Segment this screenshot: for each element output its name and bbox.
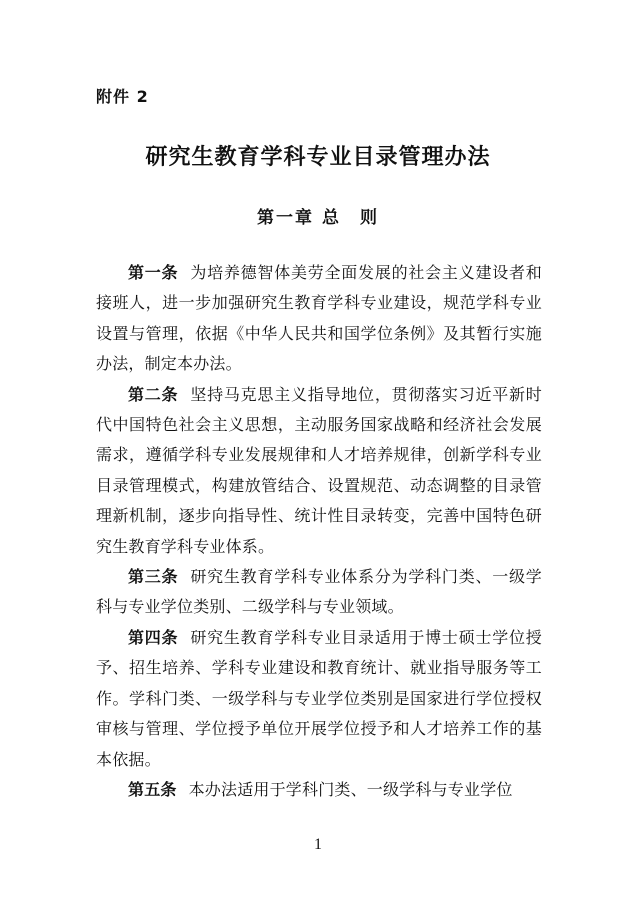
attachment-label: 附件 2 [96,87,149,106]
article-text: 研究生教育学科专业体系分为学科门类、一级学科与专业学位类别、二级学科与专业领域。 [96,567,542,617]
article-label: 第五条 [128,779,177,799]
document-body [96,258,542,805]
document-title: 研究生教育学科专业目录管理办法 [145,145,491,170]
article-paragraph [96,775,542,805]
chapter-heading: 第一章 总 则 [257,208,379,228]
article-text: 本办法适用于学科门类、一级学科与专业学位 [188,779,513,799]
article-paragraph [96,623,542,775]
article-label: 第二条 [128,384,179,404]
article-label: 第三条 [128,567,179,587]
article-label: 第一条 [128,263,179,282]
article-text: 为培养德智体美劳全面发展的社会主义建设者和接班人，进一步加强研究生教育学科专业建设，规范学科专业设置与管理，依据《中华人民共和国学位条例》及其暂行实施办法，制定本办法。 [96,263,542,374]
article-paragraph [96,380,542,562]
article-label: 第四条 [128,627,179,647]
article-text: 坚持马克思主义指导地位，贯彻落实习近平新时代中国特色社会主义思想，主动服务国家战略和经济社会发展需求，遵循学科专业发展规律和人才培养规律，创新学科专业目录管理模式，构建放管结合、设置规范、动态调整的目录管理新机制，逐步向指导性、统计性目录转变，完善中国特色研究生教育学科专业体系。 [96,384,542,556]
page-number: 1 [314,836,322,853]
article-text: 研究生教育学科专业目录适用于博士硕士学位授予、招生培养、学科专业建设和教育统计、就业指导服务等工作。学科门类、一级学科与专业学位类别是国家进行学位授权审核与管理、学位授予单位开展学位授予和人才培养工作的基本依据。 [96,627,542,769]
article-paragraph [96,258,542,380]
article-paragraph [96,562,542,623]
